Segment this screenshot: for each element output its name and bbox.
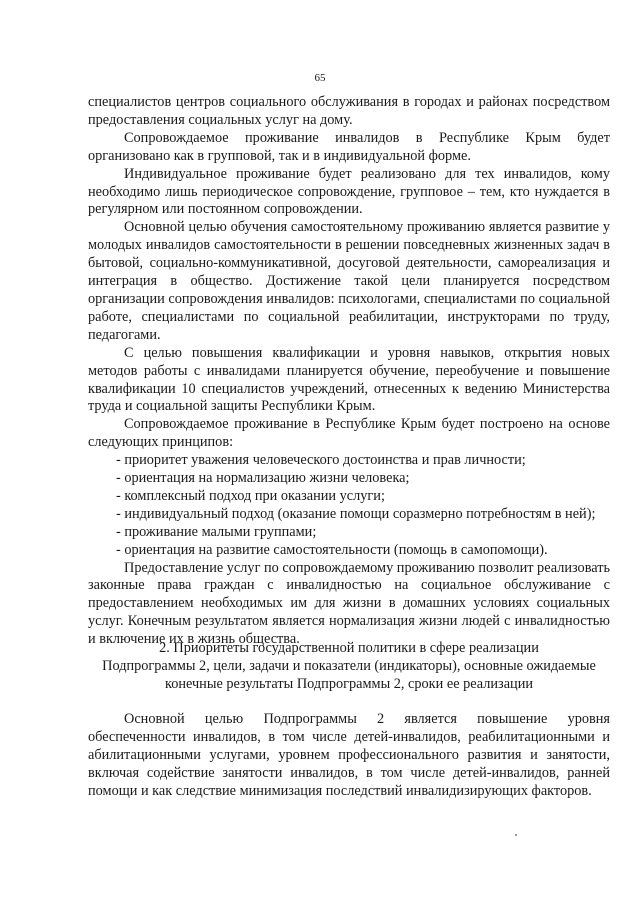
principle-item: - индивидуальный подход (оказание помощи соразмерно потребностям в ней);: [116, 505, 596, 522]
page-number: 65: [314, 72, 326, 84]
section-heading: [88, 640, 610, 694]
principle-item: - комплексный подход при оказании услуги;: [116, 487, 385, 504]
principle-item: - ориентация на нормализацию жизни человека;: [116, 470, 410, 487]
scan-speck: [515, 834, 517, 836]
body-text-lower: [88, 711, 610, 801]
section-heading-line: 2. Приоритеты государственной политики в сфере реализации: [159, 640, 539, 656]
principle-item: - приоритет уважения человеческого достоинства и прав личности;: [116, 452, 526, 469]
paragraph-main-goal: Основной целью Подпрограммы 2 является повышение уровня обеспеченности инвалидов, в том числе детей-инвалидов, реабилитационными и абилитационными услугами, уровнем профессионального развития и занятости, включая содействие занятости инвалидов, в том числе детей-инвалидов, ранней помощи и как следствие минимизация последствий инвалидизирующих факторов.: [88, 711, 610, 799]
paragraph-continued: специалистов центров социального обслуживания в городах и районах посредством предоставления социальных услуг на дому.: [88, 94, 610, 128]
body-text-upper: [88, 94, 610, 649]
principle-item: - ориентация на развитие самостоятельности (помощь в самопомощи).: [116, 541, 548, 558]
paragraph-individual-living: Индивидуальное проживание будет реализовано для тех инвалидов, кому необходимо лишь периодическое сопровождение, групповое – тем, кто нуждается в регулярном или постоянном сопровождении.: [88, 165, 610, 218]
paragraph-services-result: Предоставление услуг по сопровождаемому проживанию позволит реализовать законные права граждан с инвалидностью на социальное обслуживание с предоставлением необходимых им для жизни в домашних условиях социальных услуг. Конечным результатом является нормализация жизни людей с инвалидностью и включение их в жизнь общества.: [88, 559, 610, 648]
paragraph-qualification: С целью повышения квалификации и уровня навыков, открытия новых методов работы с инвалидами планируется обучение, переобучение и повышение квалификации 10 специалистов учреждений, отнесенных к ведению Министерства труда и социальной защиты Республики Крым.: [88, 344, 610, 415]
principle-item: - проживание малыми группами;: [116, 523, 317, 540]
section-heading-line: Подпрограммы 2, цели, задачи и показатели (индикаторы), основные ожидаемые: [102, 657, 596, 674]
paragraph-training-goal: Основной целью обучения самостоятельному проживанию является развитие у молодых инвалидов самостоятельности в решении повседневных жизненных задач в бытовой, социально-коммуникативной, досуговой деятельности, самореализация и интеграция в общество. Достижение такой цели планируется посредством организации сопровождения инвалидов: психологами, специалистами по социальной работе, специалистами по социальной реабилитации, инструкторами по труду, педагогами.: [88, 219, 610, 343]
paragraph-accompanied-living-forms: Сопровождаемое проживание инвалидов в Республике Крым будет организовано как в групповой, так и в индивидуальной форме.: [88, 129, 610, 164]
paragraph-principles-intro: Сопровождаемое проживание в Республике Крым будет построено на основе следующих принципов:: [88, 416, 610, 451]
section-heading-line: конечные результаты Подпрограммы 2, сроки ее реализации: [164, 675, 533, 692]
